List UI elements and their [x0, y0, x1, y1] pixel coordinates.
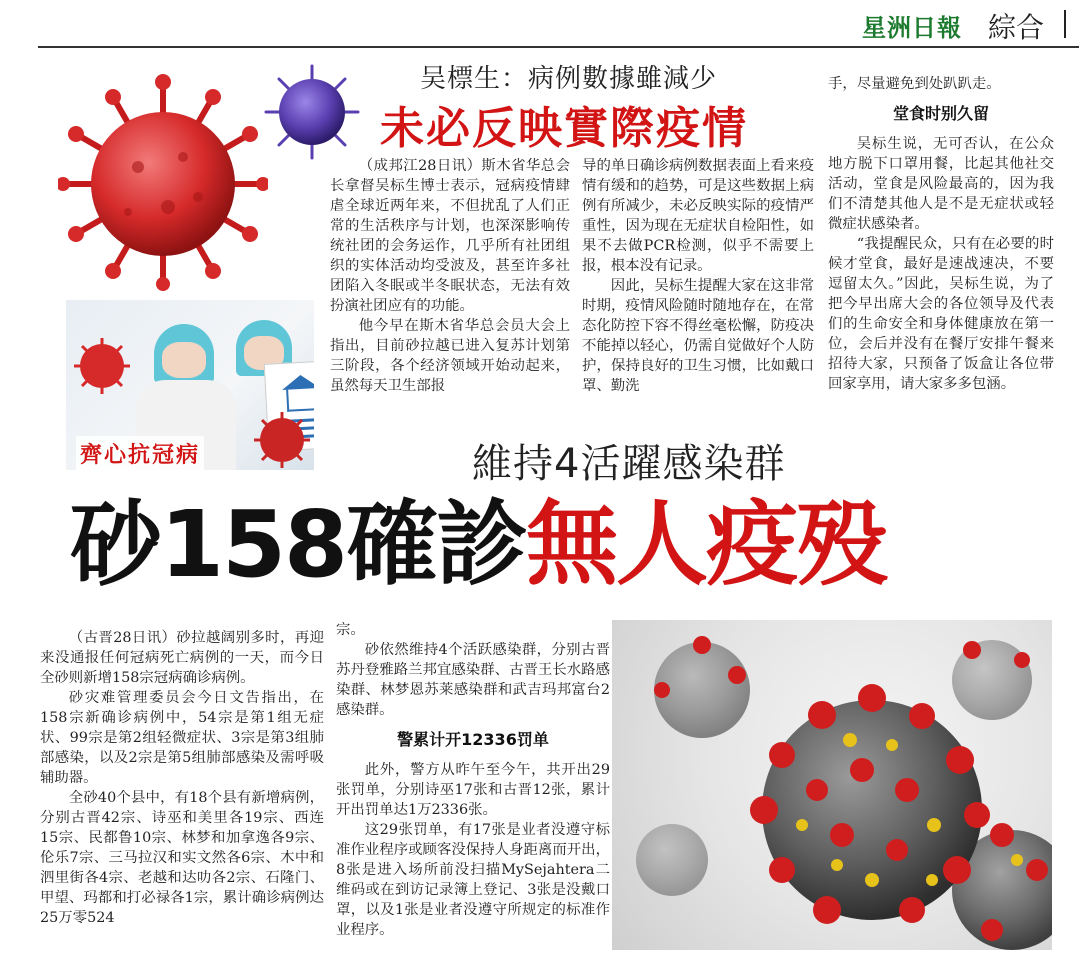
coronavirus-render-image — [612, 620, 1052, 950]
paragraph: 手，尽量避免到处趴趴走。 — [828, 76, 1001, 92]
health-worker-face — [162, 342, 206, 378]
paragraph: 他今早在斯木省华总会员大会上指出，目前砂拉越已进入复苏计划第三阶段，各个经济领域开始动起来，虽然每天卫生部报 — [330, 318, 570, 394]
paragraph: 此外，警方从昨午至今午，共开出29张罚单，分别诗巫17张和古晋12张，累计开出罚单达1万2336张。 — [336, 762, 610, 818]
sub-heading: 堂食时别久留 — [892, 104, 989, 123]
article-headline: 未必反映實際疫情 — [380, 103, 748, 154]
top-article-column-2 — [582, 156, 814, 396]
photo-caption: 齊心抗冠病 — [76, 436, 204, 471]
top-article-column-3 — [828, 74, 1054, 394]
paragraph: 砂依然维持4个活跃感染群，分别古晋苏丹登雅路兰邦宜感染群、古晋王长水路感染群、林梦恩苏莱感染群和武吉玛邦富台2感染群。 — [336, 642, 610, 718]
paragraph: （成邦江28日讯）斯木省华总会长拿督吴标生博士表示，冠病疫情肆虐全球近两年来，不但扰乱了人们正常的生活秩序与计划，也深深影响传统社团的会务运作，几乎所有社团组织的实体活动均受波及，甚至许多社团陷入冬眠或半冬眠状态，无法有效扮演社团应有的功能。 — [330, 158, 570, 314]
paragraph: 砂灾难管理委员会今日文告指出，在158宗新确诊病例中，54宗是第1组无症状、99宗是第2组轻微症状、3宗是第3组肺部感染，以及2宗是第5组肺部感染及需呼吸辅助器。 — [40, 690, 324, 786]
main-headline-red: 無人疫殁 — [526, 491, 887, 598]
top-article-column-1 — [330, 156, 570, 396]
main-sub-headline: 維持4活躍感染群 — [472, 441, 786, 487]
red-virus-illustration — [58, 72, 268, 292]
paragraph: “我提醒民众，只有在必要的时候才堂食，最好是速战速决，不要逗留太久。”因此，吴标生说，为了把今早出席大会的各位领导及代表们的生命安全和身体健康放在第一位，会后并没有在餐厅安排午餐来招待大家，只预备了饭盒让各位带回家享用，请大家多多包涵。 — [828, 236, 1054, 392]
paragraph: 导的单日确诊病例数据表面上看来疫情有缓和的趋势，可是这些数据上病例有所减少，未必反映实际的疫情严重性，因为现在无症状自检阳性，如果不去做PCR检测，似乎不需要上报，根本没有记录。 — [582, 158, 814, 274]
newspaper-logo: 星洲日報 — [862, 14, 962, 42]
paragraph: 这29张罚单，有17张是业者没遵守标准作业程序或顾客没保持人身距离而开出，8张是进入场所前没扫描MySejahtera二维码或在到访记录簿上登记、3张是没戴口罩，以及1张是业者没遵守所规定的标准作业程序。 — [336, 822, 610, 938]
paragraph: 宗。 — [336, 622, 365, 638]
paragraph: （古晋28日讯）砂拉越阔别多时，再迎来没通报任何冠病死亡病例的一天，而今日全砂则新增158宗冠病确诊病例。 — [40, 630, 324, 686]
main-headline-black: 砂158確診 — [70, 491, 527, 598]
masthead — [0, 0, 1079, 50]
paragraph: 全砂40个县中，有18个县有新增病例，分别古晋42宗、诗巫和美里各19宗、西连15宗、民都鲁10宗、林梦和加拿逸各9宗、伦乐7宗、三马拉汉和实文然各6宗、木中和泗里街各4宗、老越和达叻各2宗、石隆门、甲望、玛都和打必禄各1宗，累计确诊病例达25万零524 — [40, 790, 324, 926]
sub-heading: 警累计开12336罚单 — [397, 730, 549, 749]
masthead-rule — [38, 46, 1079, 48]
section-label: 綜合 — [988, 11, 1045, 44]
paragraph: 吴标生说，无可否认，在公众地方脱下口罩用餐，比起其他社交活动，堂食是风险最高的，因为我们不清楚其他人是不是无症状或轻微症状感染者。 — [828, 136, 1054, 232]
main-article-column-2 — [336, 620, 610, 940]
small-virus-icon — [72, 336, 132, 400]
masthead-bar — [1064, 10, 1066, 38]
main-article-column-1 — [40, 628, 324, 928]
purple-virus-illustration — [262, 62, 362, 162]
small-virus-icon — [252, 410, 312, 470]
paragraph: 因此，吴标生提醒大家在这非常时期，疫情风险随时随地存在，在常态化防控下容不得丝毫松懈，防疫决不能掉以轻心，仍需自觉做好个人防护，保持良好的卫生习惯，比如戴口罩、勤洗 — [582, 278, 814, 394]
article-kicker: 吴標生：病例數據雖減少 — [420, 64, 718, 94]
main-headline — [70, 490, 886, 600]
